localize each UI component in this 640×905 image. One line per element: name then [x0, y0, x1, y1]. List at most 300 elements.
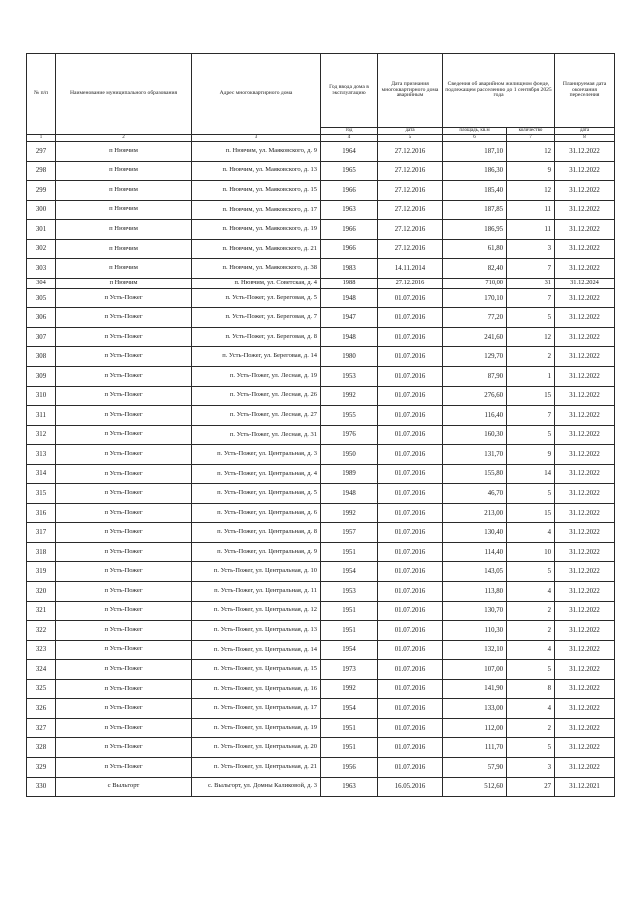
residents-count-cell: 1: [507, 367, 555, 387]
address-cell: п. Нювчим, ул. Советская, д. 4: [192, 278, 321, 288]
emergency-date-cell: 27.12.2016: [378, 161, 443, 181]
table-row: [27, 738, 615, 758]
address-cell: п. Усть-Пожег, ул. Центральная, д. 9: [192, 542, 321, 562]
residents-count-cell: 15: [507, 386, 555, 406]
year-built-cell: 1966: [321, 239, 378, 259]
row-number-cell: 313: [27, 445, 56, 465]
year-built-cell: 1951: [321, 601, 378, 621]
column-number: 3: [192, 135, 321, 142]
row-number-cell: 314: [27, 464, 56, 484]
planned-end-date-cell: 31.12.2022: [555, 464, 615, 484]
municipality-cell: п Усть-Пожег: [56, 699, 192, 719]
area-cell: 111,70: [443, 738, 507, 758]
table-header: [27, 54, 615, 142]
column-number: 2: [56, 135, 192, 142]
address-cell: п. Усть-Пожег, ул. Центральная, д. 16: [192, 679, 321, 699]
area-cell: 57,90: [443, 757, 507, 777]
table-row: [27, 278, 615, 288]
residents-count-cell: 4: [507, 523, 555, 543]
year-built-cell: 1957: [321, 523, 378, 543]
row-number-cell: 323: [27, 640, 56, 660]
year-built-cell: 1951: [321, 718, 378, 738]
row-number-cell: 304: [27, 278, 56, 288]
residents-count-cell: 12: [507, 142, 555, 162]
header-address: Адрес многоквартирного дома: [192, 54, 321, 135]
residents-count-cell: 8: [507, 679, 555, 699]
emergency-date-cell: 16.05.2016: [378, 777, 443, 797]
area-cell: 186,30: [443, 161, 507, 181]
residents-count-cell: 9: [507, 445, 555, 465]
emergency-date-cell: 01.07.2016: [378, 542, 443, 562]
area-cell: 512,60: [443, 777, 507, 797]
residents-count-cell: 4: [507, 699, 555, 719]
emergency-date-cell: 01.07.2016: [378, 640, 443, 660]
municipality-cell: п Усть-Пожег: [56, 562, 192, 582]
municipality-cell: п Усть-Пожег: [56, 660, 192, 680]
table-row: [27, 757, 615, 777]
table-row: [27, 386, 615, 406]
header-municipality: Наименование муниципального образования: [56, 54, 192, 135]
municipality-cell: п Нювчим: [56, 259, 192, 279]
municipality-cell: п Усть-Пожег: [56, 308, 192, 328]
address-cell: с. Выльгорт, ул. Домны Каликовой, д. 3: [192, 777, 321, 797]
residents-count-cell: 5: [507, 660, 555, 680]
municipality-cell: п Усть-Пожег: [56, 367, 192, 387]
area-cell: 110,30: [443, 621, 507, 641]
emergency-date-cell: 01.07.2016: [378, 757, 443, 777]
planned-end-date-cell: 31.12.2022: [555, 542, 615, 562]
planned-end-date-cell: 31.12.2021: [555, 777, 615, 797]
table-row: [27, 718, 615, 738]
emergency-date-cell: 01.07.2016: [378, 621, 443, 641]
emergency-date-cell: 01.07.2016: [378, 308, 443, 328]
emergency-date-cell: 01.07.2016: [378, 327, 443, 347]
municipality-cell: п Нювчим: [56, 278, 192, 288]
emergency-date-cell: 01.07.2016: [378, 445, 443, 465]
table-row: [27, 582, 615, 602]
municipality-cell: п Усть-Пожег: [56, 386, 192, 406]
residents-count-cell: 27: [507, 777, 555, 797]
area-cell: 107,00: [443, 660, 507, 680]
emergency-date-cell: 27.12.2016: [378, 181, 443, 201]
planned-end-date-cell: 31.12.2022: [555, 367, 615, 387]
year-built-cell: 1948: [321, 484, 378, 504]
address-cell: п. Усть-Пожег, ул. Центральная, д. 19: [192, 718, 321, 738]
table-row: [27, 308, 615, 328]
municipality-cell: п Усть-Пожег: [56, 718, 192, 738]
area-cell: 160,30: [443, 425, 507, 445]
planned-end-date-cell: 31.12.2022: [555, 327, 615, 347]
column-number: 1: [27, 135, 56, 142]
year-built-cell: 1951: [321, 621, 378, 641]
address-cell: п. Усть-Пожег, ул. Лесная, д. 26: [192, 386, 321, 406]
residents-count-cell: 5: [507, 738, 555, 758]
table-row: [27, 259, 615, 279]
table-row: [27, 406, 615, 426]
address-cell: п. Усть-Пожег, ул. Центральная, д. 3: [192, 445, 321, 465]
address-cell: п. Усть-Пожег, ул. Центральная, д. 4: [192, 464, 321, 484]
table-row: [27, 464, 615, 484]
row-number-cell: 320: [27, 582, 56, 602]
area-cell: 276,60: [443, 386, 507, 406]
area-cell: 241,60: [443, 327, 507, 347]
area-cell: 112,00: [443, 718, 507, 738]
emergency-date-cell: 01.07.2016: [378, 523, 443, 543]
planned-end-date-cell: 31.12.2022: [555, 562, 615, 582]
planned-end-date-cell: 31.12.2022: [555, 220, 615, 240]
table-row: [27, 161, 615, 181]
year-built-cell: 1980: [321, 347, 378, 367]
row-number-cell: 319: [27, 562, 56, 582]
municipality-cell: п Усть-Пожег: [56, 406, 192, 426]
year-built-cell: 1954: [321, 699, 378, 719]
address-cell: п. Нювчим, ул. Маяковского, д. 38: [192, 259, 321, 279]
municipality-cell: п Усть-Пожег: [56, 601, 192, 621]
column-number: 5: [378, 135, 443, 142]
residents-count-cell: 5: [507, 425, 555, 445]
planned-end-date-cell: 31.12.2022: [555, 259, 615, 279]
planned-end-date-cell: 31.12.2022: [555, 200, 615, 220]
year-built-cell: 1966: [321, 181, 378, 201]
emergency-date-cell: 27.12.2016: [378, 239, 443, 259]
residents-count-cell: 3: [507, 239, 555, 259]
area-cell: 185,40: [443, 181, 507, 201]
address-cell: п. Усть-Пожег, ул. Центральная, д. 5: [192, 484, 321, 504]
address-cell: п. Усть-Пожег, ул. Лесная, д. 27: [192, 406, 321, 426]
table-body: [27, 142, 615, 797]
municipality-cell: п Усть-Пожег: [56, 347, 192, 367]
year-built-cell: 1948: [321, 327, 378, 347]
emergency-date-cell: 01.07.2016: [378, 386, 443, 406]
municipality-cell: п Усть-Пожег: [56, 523, 192, 543]
municipality-cell: п Усть-Пожег: [56, 464, 192, 484]
row-number-cell: 307: [27, 327, 56, 347]
area-cell: 170,10: [443, 288, 507, 308]
table-row: [27, 484, 615, 504]
municipality-cell: п Нювчим: [56, 161, 192, 181]
planned-end-date-cell: 31.12.2022: [555, 640, 615, 660]
table-row: [27, 640, 615, 660]
residents-count-cell: 7: [507, 288, 555, 308]
planned-end-date-cell: 31.12.2022: [555, 699, 615, 719]
residents-count-cell: 4: [507, 640, 555, 660]
area-cell: 130,70: [443, 601, 507, 621]
address-cell: п. Усть-Пожег, ул. Центральная, д. 21: [192, 757, 321, 777]
emergency-date-cell: 01.07.2016: [378, 738, 443, 758]
address-cell: п. Усть-Пожег, ул. Центральная, д. 20: [192, 738, 321, 758]
row-number-cell: 301: [27, 220, 56, 240]
year-built-cell: 1953: [321, 582, 378, 602]
emergency-date-cell: 01.07.2016: [378, 582, 443, 602]
year-built-cell: 1964: [321, 142, 378, 162]
year-built-cell: 1976: [321, 425, 378, 445]
residents-count-cell: 5: [507, 308, 555, 328]
municipality-cell: с Выльгорт: [56, 777, 192, 797]
address-cell: п. Усть-Пожег, ул. Береговая, д. 7: [192, 308, 321, 328]
row-number-cell: 327: [27, 718, 56, 738]
planned-end-date-cell: 31.12.2022: [555, 181, 615, 201]
planned-end-date-cell: 31.12.2022: [555, 601, 615, 621]
year-built-cell: 1992: [321, 386, 378, 406]
year-built-cell: 1948: [321, 288, 378, 308]
emergency-date-cell: 01.07.2016: [378, 679, 443, 699]
year-built-cell: 1988: [321, 278, 378, 288]
row-number-cell: 321: [27, 601, 56, 621]
table-row: [27, 679, 615, 699]
address-cell: п. Усть-Пожег, ул. Лесная, д. 31: [192, 425, 321, 445]
emergency-date-cell: 01.07.2016: [378, 660, 443, 680]
planned-end-date-cell: 31.12.2022: [555, 239, 615, 259]
emergency-date-cell: 27.12.2016: [378, 220, 443, 240]
row-number-cell: 325: [27, 679, 56, 699]
planned-end-date-cell: 31.12.2022: [555, 425, 615, 445]
table-row: [27, 621, 615, 641]
planned-end-date-cell: 31.12.2022: [555, 738, 615, 758]
area-cell: 141,90: [443, 679, 507, 699]
planned-end-date-cell: 31.12.2022: [555, 161, 615, 181]
municipality-cell: п Усть-Пожег: [56, 327, 192, 347]
table-row: [27, 200, 615, 220]
column-number: 8: [555, 135, 615, 142]
address-cell: п. Усть-Пожег, ул. Центральная, д. 10: [192, 562, 321, 582]
area-cell: 116,40: [443, 406, 507, 426]
emergency-date-cell: 01.07.2016: [378, 601, 443, 621]
subheader-count: количество: [507, 128, 555, 135]
address-cell: п. Усть-Пожег, ул. Центральная, д. 8: [192, 523, 321, 543]
area-cell: 213,00: [443, 503, 507, 523]
residents-count-cell: 2: [507, 347, 555, 367]
year-built-cell: 1953: [321, 367, 378, 387]
planned-end-date-cell: 31.12.2022: [555, 347, 615, 367]
row-number-cell: 326: [27, 699, 56, 719]
row-number-cell: 298: [27, 161, 56, 181]
column-number: 7: [507, 135, 555, 142]
area-cell: 132,10: [443, 640, 507, 660]
subheader-end-date: дата: [555, 128, 615, 135]
header-planned-end-date: Планируемая дата окончания переселения: [555, 54, 615, 128]
address-cell: п. Усть-Пожег, ул. Центральная, д. 17: [192, 699, 321, 719]
row-number-cell: 306: [27, 308, 56, 328]
row-number-cell: 324: [27, 660, 56, 680]
municipality-cell: п Усть-Пожег: [56, 288, 192, 308]
municipality-cell: п Нювчим: [56, 200, 192, 220]
area-cell: 46,70: [443, 484, 507, 504]
area-cell: 87,90: [443, 367, 507, 387]
residents-count-cell: 31: [507, 278, 555, 288]
emergency-date-cell: 01.07.2016: [378, 699, 443, 719]
table-row: [27, 425, 615, 445]
emergency-date-cell: 01.07.2016: [378, 464, 443, 484]
planned-end-date-cell: 31.12.2022: [555, 406, 615, 426]
residents-count-cell: 5: [507, 484, 555, 504]
emergency-date-cell: 01.07.2016: [378, 718, 443, 738]
year-built-cell: 1973: [321, 660, 378, 680]
residents-count-cell: 3: [507, 757, 555, 777]
address-cell: п. Усть-Пожег, ул. Центральная, д. 15: [192, 660, 321, 680]
municipality-cell: п Усть-Пожег: [56, 425, 192, 445]
address-cell: п. Нювчим, ул. Маяковского, д. 15: [192, 181, 321, 201]
address-cell: п. Усть-Пожег, ул. Береговая, д. 8: [192, 327, 321, 347]
row-number-cell: 316: [27, 503, 56, 523]
table-row: [27, 542, 615, 562]
address-cell: п. Нювчим, ул. Маяковского, д. 19: [192, 220, 321, 240]
emergency-date-cell: 01.07.2016: [378, 367, 443, 387]
row-number-cell: 305: [27, 288, 56, 308]
table-row: [27, 523, 615, 543]
year-built-cell: 1965: [321, 161, 378, 181]
column-number: 6: [443, 135, 507, 142]
address-cell: п. Нювчим, ул. Маяковского, д. 9: [192, 142, 321, 162]
emergency-date-cell: 27.12.2016: [378, 142, 443, 162]
row-number-cell: 311: [27, 406, 56, 426]
municipality-cell: п Усть-Пожег: [56, 542, 192, 562]
municipality-cell: п Нювчим: [56, 220, 192, 240]
emergency-date-cell: 01.07.2016: [378, 503, 443, 523]
header-emergency-stock-info: Сведения об аварийном жилищном фонде, подлежащем расселению до 1 сентября 2025 года: [443, 54, 555, 128]
municipality-cell: п Усть-Пожег: [56, 582, 192, 602]
row-number-cell: 309: [27, 367, 56, 387]
year-built-cell: 1956: [321, 757, 378, 777]
residents-count-cell: 15: [507, 503, 555, 523]
residents-count-cell: 11: [507, 220, 555, 240]
year-built-cell: 1954: [321, 562, 378, 582]
address-cell: п. Нювчим, ул. Маяковского, д. 21: [192, 239, 321, 259]
year-built-cell: 1950: [321, 445, 378, 465]
address-cell: п. Усть-Пожег, ул. Береговая, д. 5: [192, 288, 321, 308]
row-number-cell: 330: [27, 777, 56, 797]
area-cell: 187,10: [443, 142, 507, 162]
planned-end-date-cell: 31.12.2022: [555, 621, 615, 641]
municipality-cell: п Усть-Пожег: [56, 738, 192, 758]
address-cell: п. Усть-Пожег, ул. Центральная, д. 14: [192, 640, 321, 660]
residents-count-cell: 2: [507, 601, 555, 621]
year-built-cell: 1966: [321, 220, 378, 240]
row-number-cell: 312: [27, 425, 56, 445]
row-number-cell: 308: [27, 347, 56, 367]
year-built-cell: 1951: [321, 542, 378, 562]
table-row: [27, 699, 615, 719]
table-row: [27, 562, 615, 582]
address-cell: п. Усть-Пожег, ул. Центральная, д. 6: [192, 503, 321, 523]
table-row: [27, 367, 615, 387]
table-row: [27, 777, 615, 797]
year-built-cell: 1955: [321, 406, 378, 426]
municipality-cell: п Усть-Пожег: [56, 445, 192, 465]
row-number-cell: 299: [27, 181, 56, 201]
table-row: [27, 220, 615, 240]
residents-count-cell: 2: [507, 621, 555, 641]
residents-count-cell: 9: [507, 161, 555, 181]
planned-end-date-cell: 31.12.2022: [555, 386, 615, 406]
row-number-cell: 300: [27, 200, 56, 220]
area-cell: 113,80: [443, 582, 507, 602]
subheader-date: дата: [378, 128, 443, 135]
housing-relocation-table: [26, 53, 615, 797]
planned-end-date-cell: 31.12.2022: [555, 582, 615, 602]
residents-count-cell: 5: [507, 562, 555, 582]
year-built-cell: 1954: [321, 640, 378, 660]
year-built-cell: 1963: [321, 200, 378, 220]
area-cell: 133,00: [443, 699, 507, 719]
table-row: [27, 181, 615, 201]
municipality-cell: п Нювчим: [56, 239, 192, 259]
planned-end-date-cell: 31.12.2022: [555, 288, 615, 308]
year-built-cell: 1983: [321, 259, 378, 279]
row-number-cell: 317: [27, 523, 56, 543]
residents-count-cell: 11: [507, 200, 555, 220]
residents-count-cell: 14: [507, 464, 555, 484]
municipality-cell: п Нювчим: [56, 142, 192, 162]
row-number-cell: 303: [27, 259, 56, 279]
header-year-built: Год ввода дома в эксплуатацию: [321, 54, 378, 128]
year-built-cell: 1992: [321, 503, 378, 523]
residents-count-cell: 7: [507, 259, 555, 279]
municipality-cell: п Усть-Пожег: [56, 757, 192, 777]
planned-end-date-cell: 31.12.2022: [555, 523, 615, 543]
municipality-cell: п Усть-Пожег: [56, 484, 192, 504]
table-row: [27, 142, 615, 162]
address-cell: п. Усть-Пожег, ул. Лесная, д. 19: [192, 367, 321, 387]
area-cell: 131,70: [443, 445, 507, 465]
municipality-cell: п Усть-Пожег: [56, 679, 192, 699]
table-row: [27, 601, 615, 621]
area-cell: 143,05: [443, 562, 507, 582]
area-cell: 129,70: [443, 347, 507, 367]
row-number-cell: 318: [27, 542, 56, 562]
table-row: [27, 503, 615, 523]
area-cell: 61,80: [443, 239, 507, 259]
planned-end-date-cell: 31.12.2022: [555, 445, 615, 465]
year-built-cell: 1992: [321, 679, 378, 699]
table-row: [27, 660, 615, 680]
emergency-date-cell: 01.07.2016: [378, 406, 443, 426]
row-number-cell: 328: [27, 738, 56, 758]
emergency-date-cell: 27.12.2016: [378, 200, 443, 220]
emergency-date-cell: 27.12.2016: [378, 278, 443, 288]
planned-end-date-cell: 31.12.2022: [555, 718, 615, 738]
row-number-cell: 302: [27, 239, 56, 259]
municipality-cell: п Усть-Пожег: [56, 621, 192, 641]
address-cell: п. Нювчим, ул. Маяковского, д. 13: [192, 161, 321, 181]
municipality-cell: п Усть-Пожег: [56, 640, 192, 660]
subheader-year: год: [321, 128, 378, 135]
area-cell: 187,85: [443, 200, 507, 220]
emergency-date-cell: 01.07.2016: [378, 562, 443, 582]
year-built-cell: 1989: [321, 464, 378, 484]
table-row: [27, 288, 615, 308]
address-cell: п. Усть-Пожег, ул. Береговая, д. 14: [192, 347, 321, 367]
row-number-cell: 322: [27, 621, 56, 641]
year-built-cell: 1947: [321, 308, 378, 328]
planned-end-date-cell: 31.12.2022: [555, 503, 615, 523]
table-row: [27, 327, 615, 347]
area-cell: 186,95: [443, 220, 507, 240]
year-built-cell: 1963: [321, 777, 378, 797]
column-number: 4: [321, 135, 378, 142]
planned-end-date-cell: 31.12.2022: [555, 308, 615, 328]
residents-count-cell: 4: [507, 582, 555, 602]
residents-count-cell: 7: [507, 406, 555, 426]
area-cell: 77,20: [443, 308, 507, 328]
subheader-area: площадь, кв.м: [443, 128, 507, 135]
planned-end-date-cell: 31.12.2022: [555, 679, 615, 699]
address-cell: п. Нювчим, ул. Маяковского, д. 17: [192, 200, 321, 220]
planned-end-date-cell: 31.12.2022: [555, 484, 615, 504]
header-emergency-date: Дата признания многоквартирного дома аварийным: [378, 54, 443, 128]
residents-count-cell: 10: [507, 542, 555, 562]
municipality-cell: п Нювчим: [56, 181, 192, 201]
row-number-cell: 310: [27, 386, 56, 406]
